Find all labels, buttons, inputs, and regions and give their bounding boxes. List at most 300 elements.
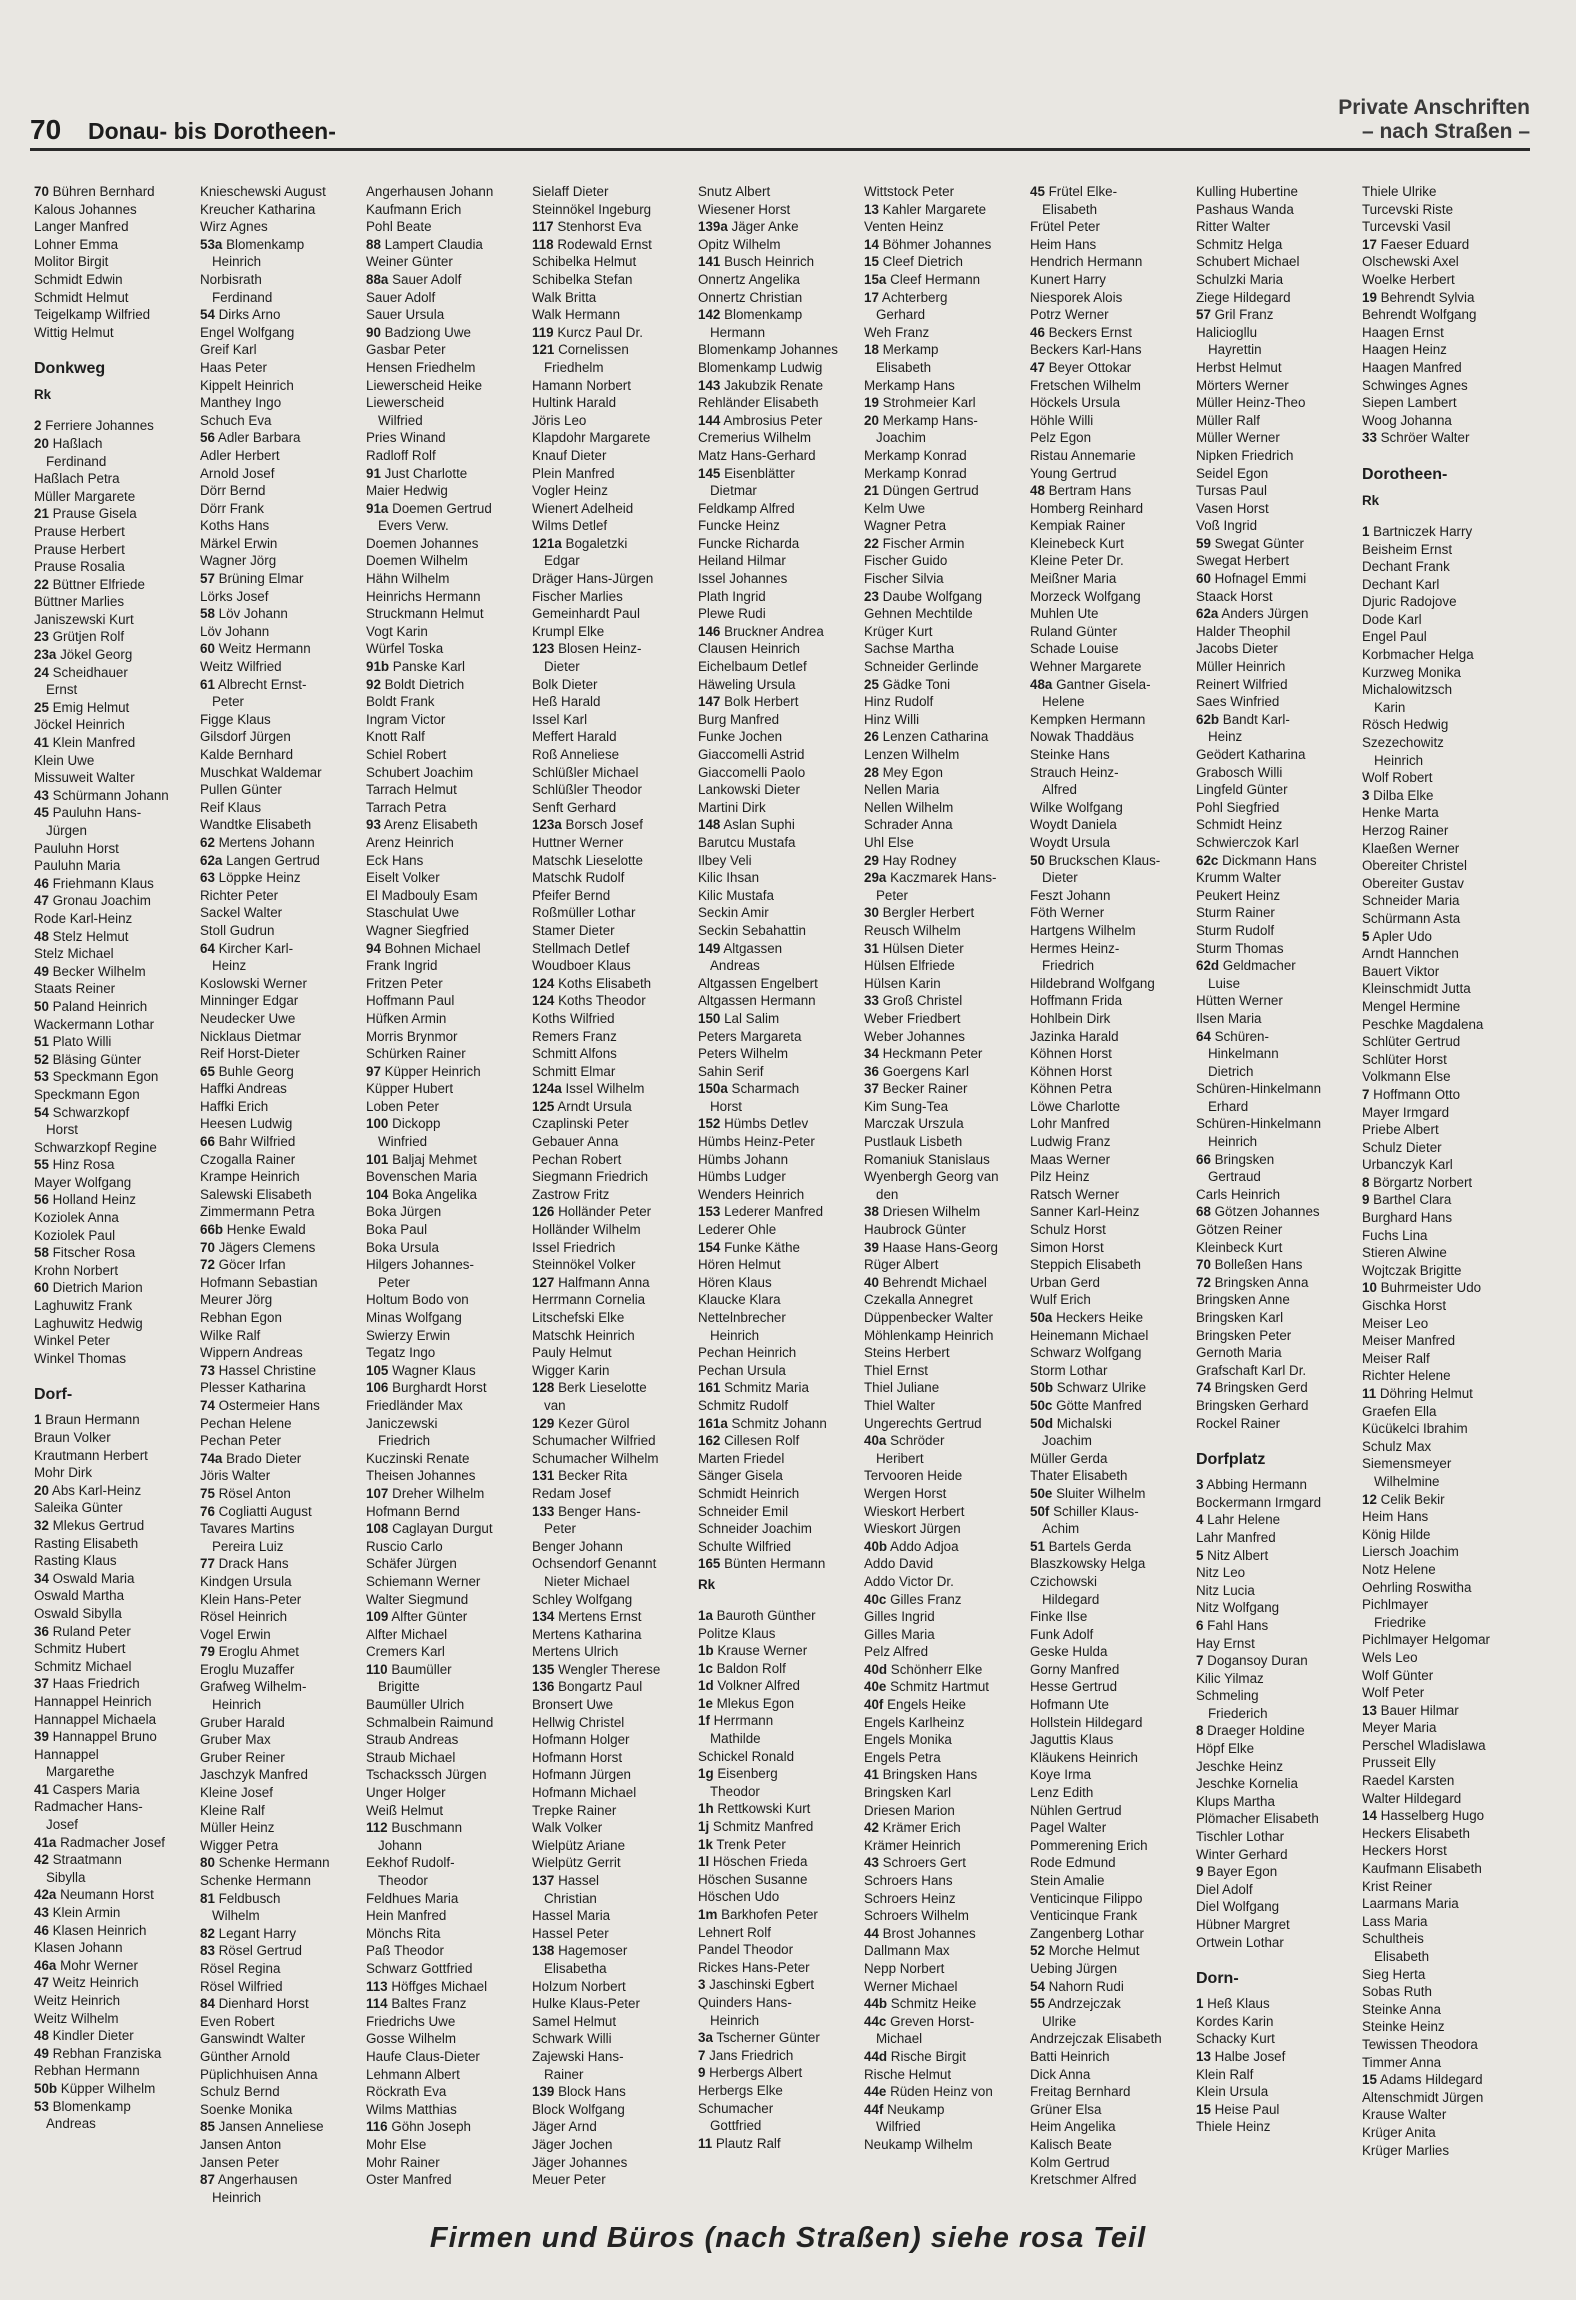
resident-entry: Haagen Heinz bbox=[1362, 342, 1447, 358]
resident-entry: Elisabeth bbox=[876, 359, 932, 375]
resident-entry: Schmitt Elmar bbox=[532, 1063, 616, 1079]
resident-entry: Pechan Peter bbox=[200, 1433, 282, 1449]
resident-entry: Plewe Rudi bbox=[698, 606, 766, 622]
resident-entry: Walk Hermann bbox=[532, 307, 621, 323]
house-number: 139 bbox=[532, 2084, 555, 2100]
house-number: 3 bbox=[698, 1977, 706, 1993]
resident-entry: Onnertz Christian bbox=[698, 289, 803, 305]
resident-entry: Friedrich bbox=[1042, 958, 1095, 974]
resident-entry: Steinke Heinz bbox=[1362, 2019, 1445, 2035]
resident-entry: 1c Baldon Rolf bbox=[698, 1660, 786, 1676]
resident-entry: Kilic Ihsan bbox=[698, 870, 760, 886]
resident-entry: Grafweg Wilhelm- bbox=[200, 1679, 307, 1695]
page-header bbox=[30, 96, 1530, 151]
house-number: 20 bbox=[34, 435, 49, 451]
resident-entry: Hümbs Johann bbox=[698, 1151, 789, 1167]
resident-entry: Hildebrand Wolfgang bbox=[1030, 975, 1155, 991]
resident-entry: 1g Eisenberg bbox=[698, 1766, 778, 1782]
resident-entry: 133 Benger Hans- bbox=[532, 1503, 641, 1519]
resident-entry: Gottfried bbox=[710, 2118, 762, 2134]
resident-entry: 31 Hülsen Dieter bbox=[864, 940, 964, 956]
resident-entry: Sieg Herta bbox=[1362, 1966, 1426, 1982]
resident-entry: Woydt Ursula bbox=[1030, 834, 1111, 850]
resident-entry: Walter Hildegard bbox=[1362, 1790, 1462, 1806]
resident-entry: 21 Prause Gisela bbox=[34, 506, 137, 522]
house-number: 3 bbox=[1196, 1477, 1204, 1493]
resident-entry: Mohr Else bbox=[366, 2136, 427, 2152]
resident-entry: Wenders Heinrich bbox=[698, 1186, 805, 1202]
resident-entry: Steins Herbert bbox=[864, 1345, 950, 1361]
resident-entry: Funke Jochen bbox=[698, 729, 783, 745]
resident-entry: Ochsendorf Genannt bbox=[532, 1556, 657, 1572]
house-number: 55 bbox=[1030, 1996, 1045, 2012]
resident-entry: 161 Schmitz Maria bbox=[698, 1380, 809, 1396]
resident-entry: Schibelka Stefan bbox=[532, 271, 633, 287]
resident-entry: Behrendt Wolfgang bbox=[1362, 307, 1477, 323]
resident-entry: Thiele Ulrike bbox=[1362, 184, 1437, 199]
house-number: 37 bbox=[864, 1081, 879, 1097]
house-number: 52 bbox=[1030, 1943, 1045, 1959]
resident-entry: 3a Tscherner Günter bbox=[698, 2030, 820, 2046]
resident-entry: Pfeifer Bernd bbox=[532, 887, 611, 903]
resident-entry: 66 Bringsken bbox=[1196, 1151, 1275, 1167]
house-number: 138 bbox=[532, 1943, 555, 1959]
resident-entry: 112 Buschmann bbox=[366, 1820, 463, 1836]
resident-entry: 62 Mertens Johann bbox=[200, 834, 315, 850]
resident-entry: Matschk Heinrich bbox=[532, 1327, 635, 1343]
resident-entry: Boldt Frank bbox=[366, 694, 435, 710]
house-number: 135 bbox=[532, 1661, 555, 1677]
resident-entry: Höschen Susanne bbox=[698, 1871, 808, 1887]
resident-entry: 3 Jaschinski Egbert bbox=[698, 1977, 815, 1993]
resident-entry: Remers Franz bbox=[532, 1028, 617, 1044]
resident-entry: 14 Böhmer Johannes bbox=[864, 236, 992, 252]
resident-entry: Peter bbox=[544, 1521, 577, 1537]
house-number: 143 bbox=[698, 377, 721, 393]
resident-entry: Tschackssch Jürgen bbox=[366, 1767, 487, 1783]
house-number: 42a bbox=[34, 1887, 57, 1903]
resident-entry: Muschkat Waldemar bbox=[200, 764, 322, 780]
resident-entry: Peters Wilhelm bbox=[698, 1046, 789, 1062]
house-number: 7 bbox=[698, 2047, 706, 2063]
resident-entry: Batti Heinrich bbox=[1030, 2048, 1110, 2064]
resident-entry: Hendrich Hermann bbox=[1030, 254, 1143, 270]
resident-entry: Thiel Juliane bbox=[864, 1380, 940, 1396]
resident-entry: Schulz Dieter bbox=[1362, 1139, 1442, 1155]
resident-entry: Venten Heinz bbox=[864, 219, 944, 235]
resident-entry: Opitz Wilhelm bbox=[698, 236, 781, 252]
house-number: 47 bbox=[1030, 359, 1045, 375]
resident-entry: Staats Reiner bbox=[34, 981, 116, 997]
house-number: 42 bbox=[864, 1820, 879, 1836]
page-title: Donau- bis Dorotheen- bbox=[88, 118, 336, 144]
house-number: 146 bbox=[698, 623, 721, 639]
resident-entry: Weiner Günter bbox=[366, 254, 453, 270]
resident-entry: Sachse Martha bbox=[864, 641, 955, 657]
resident-entry: Sanner Karl-Heinz bbox=[1030, 1204, 1140, 1220]
resident-entry: 106 Burghardt Horst bbox=[366, 1380, 487, 1396]
house-number: 91a bbox=[366, 500, 389, 516]
resident-entry: Alfred bbox=[1042, 782, 1077, 798]
resident-entry: Gosse Wilhelm bbox=[366, 2031, 457, 2047]
resident-entry: Bronsert Uwe bbox=[532, 1697, 614, 1713]
house-number: 76 bbox=[200, 1503, 215, 1519]
resident-entry: 154 Funke Käthe bbox=[698, 1239, 800, 1255]
resident-entry: Barutcu Mustafa bbox=[698, 834, 796, 850]
resident-entry: 40e Schmitz Hartmut bbox=[864, 1679, 990, 1695]
resident-entry: Venticinque Frank bbox=[1030, 1908, 1138, 1924]
resident-entry: Roß Anneliese bbox=[532, 747, 620, 762]
directory-column bbox=[698, 183, 856, 2203]
house-number: 44 bbox=[864, 1925, 879, 1941]
resident-entry: Friedländer Max bbox=[366, 1397, 463, 1413]
house-number: 66b bbox=[200, 1222, 224, 1238]
house-number: 43 bbox=[34, 787, 49, 803]
house-number: 1f bbox=[698, 1713, 710, 1729]
resident-entry: Funcke Heinz bbox=[698, 518, 780, 534]
resident-entry: Wojtczak Brigitte bbox=[1362, 1262, 1462, 1278]
resident-entry: 107 Dreher Wilhelm bbox=[366, 1485, 485, 1501]
house-number: 91 bbox=[366, 465, 381, 481]
resident-entry: Grüner Elsa bbox=[1030, 2101, 1102, 2117]
resident-entry: Seckin Amir bbox=[698, 905, 769, 921]
resident-entry: Michalowitzsch bbox=[1362, 682, 1453, 698]
resident-entry: 11 Döhring Helmut bbox=[1362, 1386, 1473, 1401]
resident-entry: 40d Schönherr Elke bbox=[864, 1661, 983, 1677]
house-number: 59 bbox=[1196, 535, 1211, 551]
resident-entry: Klapdohr Margarete bbox=[532, 430, 651, 446]
resident-entry: Stamer Dieter bbox=[532, 922, 615, 938]
resident-entry: Norbisrath bbox=[200, 271, 262, 287]
resident-entry: Altgassen Hermann bbox=[698, 993, 816, 1009]
resident-entry: Radmacher Hans- bbox=[34, 1799, 143, 1815]
resident-entry: Marten Friedel bbox=[698, 1450, 785, 1466]
house-number: 29a bbox=[864, 870, 887, 886]
resident-entry: Krumm Walter bbox=[1196, 870, 1282, 886]
house-number: 45 bbox=[34, 805, 49, 821]
resident-entry: Krämer Heinrich bbox=[864, 1837, 961, 1853]
resident-entry: Angerhausen Johann bbox=[366, 184, 494, 199]
resident-entry: 9 Barthel Clara bbox=[1362, 1192, 1452, 1208]
house-number: 70 bbox=[34, 184, 49, 199]
resident-entry: Urbanczyk Karl bbox=[1362, 1157, 1453, 1173]
resident-entry: 29a Kaczmarek Hans- bbox=[864, 870, 997, 886]
resident-entry: Straub Michael bbox=[366, 1749, 456, 1765]
resident-entry: 57 Gril Franz bbox=[1196, 307, 1274, 323]
resident-entry: Höschen Udo bbox=[698, 1889, 780, 1905]
resident-entry: 40b Addo Adjoa bbox=[864, 1538, 959, 1554]
resident-entry: 9 Herbergs Albert bbox=[698, 2065, 803, 2081]
resident-entry: Friedrichs Uwe bbox=[366, 2013, 456, 2029]
house-number: 152 bbox=[698, 1116, 721, 1132]
resident-entry: Turcevski Riste bbox=[1362, 201, 1454, 217]
resident-entry: Hayrettin bbox=[1208, 342, 1262, 358]
resident-entry: Storm Lothar bbox=[1030, 1362, 1108, 1378]
street-heading: Donkweg bbox=[34, 360, 106, 378]
resident-entry: Wielpütz Ariane bbox=[532, 1837, 626, 1853]
resident-entry: Addo David bbox=[864, 1556, 934, 1572]
resident-entry: Nieter Michael bbox=[544, 1573, 630, 1589]
resident-entry: Gilles Maria bbox=[864, 1626, 935, 1642]
resident-entry: Nitz Wolfgang bbox=[1196, 1600, 1280, 1616]
resident-entry: Koths Hans bbox=[200, 518, 270, 534]
house-number: 105 bbox=[366, 1362, 389, 1378]
resident-entry: 44f Neukamp bbox=[864, 2101, 945, 2117]
resident-entry: Liewerscheid bbox=[366, 395, 445, 411]
resident-entry: 20 Haßlach bbox=[34, 435, 103, 451]
resident-entry: 48 Bertram Hans bbox=[1030, 483, 1132, 499]
house-number: 21 bbox=[34, 506, 49, 522]
resident-entry: Hofmann Ute bbox=[1030, 1697, 1109, 1713]
resident-entry: Feldkamp Alfred bbox=[698, 500, 795, 516]
resident-entry: Kurzweg Monika bbox=[1362, 664, 1461, 680]
resident-entry: Issel Friedrich bbox=[532, 1239, 616, 1255]
resident-entry: Rode Edmund bbox=[1030, 1855, 1116, 1871]
resident-entry: Schwierczok Karl bbox=[1196, 834, 1299, 850]
resident-entry: 44 Brost Johannes bbox=[864, 1925, 976, 1941]
resident-entry: Plein Manfred bbox=[532, 465, 615, 481]
house-number: 9 bbox=[1362, 1192, 1370, 1208]
resident-entry: Diel Adolf bbox=[1196, 1881, 1253, 1897]
resident-entry: Jeschke Kornelia bbox=[1196, 1776, 1298, 1792]
house-number: 40e bbox=[864, 1679, 887, 1695]
resident-entry: 53 Speckmann Egon bbox=[34, 1069, 159, 1085]
house-number: 109 bbox=[366, 1609, 389, 1625]
resident-entry: Elisabeth bbox=[1042, 201, 1098, 217]
resident-entry: Theodor bbox=[378, 1873, 428, 1888]
resident-entry: Michael bbox=[876, 2031, 923, 2047]
resident-entry: 46 Beckers Ernst bbox=[1030, 324, 1132, 340]
resident-entry: 128 Berk Lieselotte bbox=[532, 1380, 647, 1396]
resident-entry: Eroglu Muzaffer bbox=[200, 1661, 295, 1677]
resident-entry: 162 Cillesen Rolf bbox=[698, 1433, 800, 1449]
resident-entry: Djuric Radojove bbox=[1362, 594, 1457, 610]
resident-entry: Czichowski bbox=[1030, 1573, 1097, 1589]
house-number: 1g bbox=[698, 1766, 714, 1782]
resident-entry: Rösel Heinrich bbox=[200, 1609, 288, 1625]
resident-entry: 38 Driesen Wilhelm bbox=[864, 1204, 981, 1220]
resident-entry: Zangenberg Lothar bbox=[1030, 1925, 1144, 1941]
resident-entry: 53a Blomenkamp bbox=[200, 236, 305, 252]
resident-entry: Engel Wolfgang bbox=[200, 324, 295, 340]
resident-entry: 36 Ruland Peter bbox=[34, 1623, 131, 1639]
resident-entry: Neukamp Wilhelm bbox=[864, 2136, 973, 2152]
resident-entry: 91b Panske Karl bbox=[366, 659, 465, 675]
resident-entry: Heinz bbox=[212, 958, 247, 974]
resident-entry: Arndt Hannchen bbox=[1362, 946, 1459, 962]
resident-entry: Kim Sung-Tea bbox=[864, 1098, 949, 1114]
resident-entry: Rasting Klaus bbox=[34, 1553, 117, 1569]
resident-entry: 4 Lahr Helene bbox=[1196, 1512, 1281, 1528]
house-number: 1h bbox=[698, 1801, 714, 1817]
resident-entry: 56 Holland Heinz bbox=[34, 1192, 136, 1208]
resident-entry: Seckin Sebahattin bbox=[698, 922, 806, 938]
resident-entry: Kläukens Heinrich bbox=[1030, 1749, 1138, 1765]
house-number: 112 bbox=[366, 1820, 388, 1836]
resident-entry: Funcke Richarda bbox=[698, 535, 800, 551]
resident-entry: Josef bbox=[46, 1817, 79, 1833]
resident-entry: 105 Wagner Klaus bbox=[366, 1362, 476, 1378]
resident-entry: 15a Cleef Hermann bbox=[864, 271, 981, 287]
resident-entry: Heinrich bbox=[1208, 1134, 1258, 1150]
resident-entry: Mengel Hermine bbox=[1362, 998, 1461, 1014]
resident-entry: Issel Johannes bbox=[698, 571, 788, 587]
resident-entry: Hartgens Wilhelm bbox=[1030, 922, 1136, 938]
resident-entry: Ferdinand bbox=[46, 453, 107, 469]
house-number: 21 bbox=[864, 483, 879, 499]
resident-entry: 49 Becker Wilhelm bbox=[34, 963, 146, 979]
house-number: 46a bbox=[34, 1957, 57, 1973]
resident-entry: 50e Sluiter Wilhelm bbox=[1030, 1485, 1146, 1501]
section-heading-line1: Private Anschriften bbox=[1338, 96, 1530, 119]
resident-entry: 139a Jäger Anke bbox=[698, 219, 799, 235]
resident-entry: Giaccomelli Astrid bbox=[698, 747, 805, 762]
resident-entry: Tarrach Helmut bbox=[366, 782, 457, 798]
house-number: 19 bbox=[864, 395, 879, 411]
resident-entry: 7 Jans Friedrich bbox=[698, 2047, 794, 2063]
resident-entry: 17 Achterberg bbox=[864, 289, 948, 305]
footer-note: Firmen und Büros (nach Straßen) siehe rosa Teil bbox=[429, 2222, 1147, 2254]
resident-entry: Muhlen Ute bbox=[1030, 606, 1099, 622]
resident-entry: Nitz Leo bbox=[1196, 1565, 1246, 1581]
resident-entry: 62c Dickmann Hans bbox=[1196, 852, 1317, 868]
resident-entry: Lederer Ohle bbox=[698, 1222, 777, 1238]
resident-entry: Schneider Maria bbox=[1362, 893, 1460, 909]
resident-entry: Struckmann Helmut bbox=[366, 606, 484, 622]
resident-entry: Benger Johann bbox=[532, 1538, 623, 1554]
resident-entry: Peukert Heinz bbox=[1196, 887, 1281, 903]
resident-entry: Stoll Gudrun bbox=[200, 922, 275, 938]
resident-entry: Peter bbox=[378, 1274, 411, 1290]
house-number: 47 bbox=[34, 1975, 49, 1991]
resident-entry: Merkamp Hans bbox=[864, 377, 955, 393]
house-number: 66 bbox=[200, 1134, 215, 1150]
resident-entry: Hofmann Sebastian bbox=[200, 1274, 318, 1290]
resident-entry: Hassel Peter bbox=[532, 1925, 609, 1941]
resident-entry: 14 Hasselberg Hugo bbox=[1362, 1808, 1485, 1824]
house-number: 38 bbox=[864, 1204, 879, 1220]
resident-entry: Reif Horst-Dieter bbox=[200, 1046, 300, 1062]
resident-entry: Wulf Erich bbox=[1030, 1292, 1091, 1308]
house-number: 58 bbox=[34, 1245, 49, 1261]
resident-entry: Müller Heinrich bbox=[1196, 659, 1286, 675]
resident-entry: Sturm Rainer bbox=[1196, 905, 1275, 921]
resident-entry: Potrz Werner bbox=[1030, 307, 1109, 323]
house-number: 6 bbox=[1196, 1617, 1204, 1633]
resident-entry: Prause Herbert bbox=[34, 541, 125, 557]
resident-entry: Urban Gerd bbox=[1030, 1274, 1100, 1290]
house-number: 55 bbox=[34, 1157, 49, 1173]
resident-entry: Haffki Andreas bbox=[200, 1081, 287, 1097]
resident-entry: Krüger Marlies bbox=[1362, 2142, 1450, 2158]
resident-entry: Theodor bbox=[710, 1783, 760, 1799]
resident-entry: Hermes Heinz- bbox=[1030, 940, 1120, 956]
resident-entry: Dietrich bbox=[1208, 1063, 1254, 1079]
resident-entry: Pries Winand bbox=[366, 430, 446, 446]
resident-entry: Siepen Lambert bbox=[1362, 395, 1457, 411]
house-number: 44f bbox=[864, 2101, 884, 2117]
resident-entry: Schwark Willi bbox=[532, 2031, 612, 2047]
resident-entry: Notz Helene bbox=[1362, 1561, 1436, 1577]
resident-entry: Vasen Horst bbox=[1196, 500, 1269, 516]
resident-entry: 58 Fitscher Rosa bbox=[34, 1245, 136, 1261]
house-number: 22 bbox=[864, 535, 879, 551]
resident-entry: Beisheim Ernst bbox=[1362, 541, 1453, 557]
resident-entry: Halder Theophil bbox=[1196, 623, 1291, 639]
resident-entry: 125 Arndt Ursula bbox=[532, 1098, 632, 1114]
resident-entry: 123 Blosen Heinz- bbox=[532, 641, 642, 657]
house-number: 1k bbox=[698, 1836, 713, 1852]
resident-entry: Eichelbaum Detlef bbox=[698, 659, 807, 675]
house-number: 68 bbox=[1196, 1204, 1211, 1220]
resident-entry: Weitz Wilfried bbox=[200, 659, 282, 675]
resident-entry: Pelz Alfred bbox=[864, 1644, 929, 1660]
house-number: 50 bbox=[1030, 852, 1045, 868]
resident-entry: Martini Dirk bbox=[698, 799, 766, 815]
resident-entry: Fuchs Lina bbox=[1362, 1227, 1428, 1243]
house-number: 107 bbox=[366, 1485, 389, 1501]
resident-entry: Wilke Ralf bbox=[200, 1327, 261, 1343]
resident-entry: Mertens Ulrich bbox=[532, 1644, 619, 1660]
resident-entry: Föth Werner bbox=[1030, 905, 1105, 921]
resident-entry: Boka Ursula bbox=[366, 1239, 439, 1255]
house-number: 118 bbox=[532, 236, 554, 252]
resident-entry: Adler Herbert bbox=[200, 447, 280, 463]
resident-entry: Wienert Adelheid bbox=[532, 500, 634, 516]
resident-entry: Erhard bbox=[1208, 1098, 1249, 1114]
resident-entry: 44c Greven Horst- bbox=[864, 2013, 975, 2029]
resident-entry: Heinz bbox=[1208, 729, 1243, 745]
resident-entry: Wippern Andreas bbox=[200, 1345, 303, 1361]
house-number: 1d bbox=[698, 1678, 714, 1694]
resident-entry: Schmeling bbox=[1196, 1688, 1259, 1704]
house-number: 82 bbox=[200, 1925, 215, 1941]
directory-columns bbox=[34, 183, 1530, 2203]
resident-entry: Koziolek Paul bbox=[34, 1227, 116, 1243]
resident-entry: Dieter bbox=[544, 659, 580, 675]
house-number: 123a bbox=[532, 817, 562, 833]
resident-entry: Rickes Hans-Peter bbox=[698, 1959, 810, 1975]
resident-entry: 117 Stenhorst Eva bbox=[532, 219, 642, 235]
resident-entry: 134 Mertens Ernst bbox=[532, 1609, 642, 1625]
resident-entry: Lankowski Dieter bbox=[698, 782, 800, 798]
resident-entry: El Madbouly Esam bbox=[366, 887, 478, 903]
resident-entry: Oehrling Roswitha bbox=[1362, 1579, 1472, 1595]
resident-entry: Janiszewski Kurt bbox=[34, 611, 134, 627]
page-number: 70 bbox=[30, 114, 62, 145]
resident-entry: 124a Issel Wilhelm bbox=[532, 1081, 645, 1097]
resident-entry: 49 Rebhan Franziska bbox=[34, 2045, 162, 2061]
resident-entry: Wieskort Herbert bbox=[864, 1503, 965, 1519]
resident-entry: Steinnökel Volker bbox=[532, 1257, 636, 1273]
resident-entry: Politze Klaus bbox=[698, 1625, 776, 1641]
resident-entry: Hofmann Bernd bbox=[366, 1503, 460, 1519]
resident-entry: Huttner Werner bbox=[532, 834, 624, 850]
resident-entry: Ungerechts Gertrud bbox=[864, 1415, 982, 1431]
resident-entry: Minninger Edgar bbox=[200, 993, 299, 1009]
house-number: 41 bbox=[864, 1767, 879, 1783]
resident-entry: Unger Holger bbox=[366, 1785, 446, 1801]
resident-entry: Rode Karl-Heinz bbox=[34, 910, 133, 926]
resident-entry: Dietmar bbox=[710, 483, 757, 499]
resident-entry: Würfel Toska bbox=[366, 641, 444, 657]
resident-entry: Eekhof Rudolf- bbox=[366, 1855, 455, 1871]
resident-entry: Staack Horst bbox=[1196, 588, 1273, 604]
resident-entry: Steinnökel Ingeburg bbox=[532, 201, 652, 217]
resident-entry: Schwarzkopf Regine bbox=[34, 1139, 157, 1155]
resident-entry: Altgassen Engelbert bbox=[698, 975, 818, 991]
house-number: 25 bbox=[864, 676, 879, 692]
